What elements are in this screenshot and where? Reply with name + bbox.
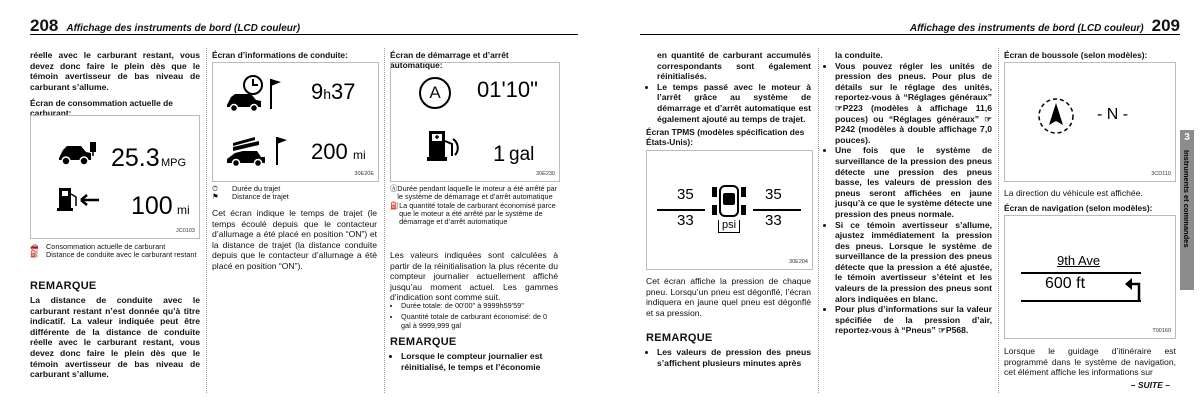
fuel-screen-title: Écran de consommation actuelle de carburant:	[30, 98, 173, 119]
intro-paragraph: réelle avec le carburant restant, vous devez donc faire le plein dès que le témoin avertisseur de bas niveau de carburant s’allume.	[30, 50, 200, 92]
tire-pressure-rear-left: 33	[677, 212, 694, 229]
tpms-note: • Pour plus d’informations sur la valeur spécifiée de la pression d’air, reportez-vous à “Pneus” ☞P568.	[835, 304, 992, 336]
tpms-note: • Si ce témoin avertisseur s’allume, ajustez immédiatement la pression des pneus. Lorsque le système de surveillance de la pression des pneus détecte que la pression a été ajustée, le témoin avertisseur s’éteint et les valeurs de la pression des pneus sont alors indiquées en blanc.	[835, 220, 992, 305]
legend-item: Durée du trajet	[232, 184, 281, 193]
image-code: 30E230	[536, 171, 555, 177]
fuel-saved-value: 1	[493, 141, 506, 166]
image-code: JC0103	[176, 228, 195, 234]
image-code: 30E20E	[354, 171, 374, 177]
driving-info-title: Écran d’informations de conduite:	[212, 50, 348, 60]
legend-item: Distance de trajet	[232, 192, 289, 202]
legend-item: Distance de conduite avec le carburant restant	[46, 250, 197, 260]
legend-item: Durée pendant laquelle le moteur a été arrêté par le système de démarrage et d’arrêt automatique	[397, 184, 558, 202]
auto-stop-icon	[419, 77, 451, 109]
tire-pressure-unit: psi	[718, 220, 740, 233]
image-code: 30E204	[789, 259, 808, 265]
street-name: 9th Ave	[1057, 253, 1101, 268]
economy-unit: MPG	[161, 157, 187, 169]
tpms-title: Écran TPMS (modèles spécification des États-Unis):	[646, 127, 805, 147]
compass-direction: - N -	[1097, 106, 1129, 123]
auto-stop-badge: A	[429, 83, 441, 102]
header-title: Affichage des instruments de bord (LCD couleur)	[66, 23, 301, 34]
auto-stop-icon: Ⓐ	[390, 184, 398, 193]
range-unit: mi	[177, 203, 190, 217]
continued-text: la conduite.	[835, 50, 883, 60]
trip-time-hours: 9	[311, 79, 324, 104]
driving-info-legend	[212, 185, 377, 202]
tire-pressure-front-left: 35	[677, 186, 694, 203]
fuel-pump-icon: ⛽	[30, 251, 39, 259]
tpms-body: Cet écran affiche la pression de chaque pneu. Lorsqu’un pneu est dégonflé, l’écran indiquera en jaune quel pneu est dégonflé et sa pression.	[646, 276, 811, 318]
compass-icon	[1035, 95, 1077, 137]
range-list	[390, 302, 558, 330]
remark-text: La distance de conduite avec le carburant restant n’est donnée qu’à titre indicatif. La valeur indiquée peut être différente de la distance de conduite réelle avec le carburant restant, vous devez donc faire le plein dès que le témoin avertisseur de bas niveau de carburant s’allume.	[30, 295, 200, 380]
trip-distance-value: 200	[311, 139, 348, 164]
trip-time-unit: h	[323, 86, 332, 102]
remark-bullet: • Les valeurs de pression des pneus s’affichent plusieurs minutes après	[657, 347, 811, 368]
fuel-saved-unit: gal	[509, 144, 535, 165]
auto-stop-screen	[390, 62, 560, 182]
image-code: 3CD110	[1151, 171, 1171, 177]
car-tire-icon	[711, 185, 747, 219]
right-column-1	[646, 50, 811, 124]
column-divider	[206, 48, 207, 393]
page-number: 208	[30, 16, 59, 35]
auto-stop-body: Les valeurs indiquées sont calculées à partir de la réinitialisation la plus récente du compteur journalier actuellement affiché jusqu’au moment actuel. Les gammes d’indication sont comme suit.	[390, 250, 558, 303]
trip-distance-icon	[225, 133, 295, 167]
driving-info-screen	[212, 62, 379, 182]
page-number: 209	[1151, 16, 1180, 35]
image-code: T00160	[1152, 328, 1171, 334]
legend-item: La quantité totale de carburant économisé parce que le moteur a été arrêté par le système de démarrage et d’arrêt automatique	[399, 200, 556, 227]
range-value: 100	[131, 192, 173, 220]
left-column-1	[30, 50, 200, 118]
tpms-note: • Vous pouvez régler les unités de pression des pneus. Pour plus de détails sur le réglage des unités, reportez-vous à “Réglages généraux” ☞P223 (modèles à affichage 11,6 pouces) ou “Réglages généraux” ☞P242 (modèles à double affichage 7,0 pouces).	[835, 61, 992, 146]
tire-pressure-front-right: 35	[765, 186, 782, 203]
trip-distance-unit: mi	[353, 148, 366, 162]
left-page-header	[30, 14, 578, 35]
tire-pressure-rear-right: 33	[765, 212, 782, 229]
legend-item: Consommation actuelle de carburant	[46, 242, 166, 251]
auto-stop-title: Écran de démarrage et d’arrêt automatique:	[390, 50, 509, 70]
chapter-number: 3	[1184, 132, 1190, 143]
remark-bullet: • Lorsque le compteur journalier est réinitialisé, le temps et l’économie	[401, 351, 558, 372]
turn-left-arrow-icon	[1123, 274, 1147, 302]
auto-stop-duration: 01'10"	[477, 77, 538, 102]
range-item: • Durée totale: de 00'00" à 9999h59'59"	[401, 302, 558, 310]
header-title: Affichage des instruments de bord (LCD couleur)	[909, 23, 1144, 34]
tpms-note: • Une fois que le système de surveillance de la pression des pneus détecte une pression des pneus basse, les valeurs de pression des pneus seront affichées en jaune jusqu’à ce que le système détecte une pression des pneus normale.	[835, 145, 992, 219]
right-column-2	[824, 50, 992, 336]
remark-heading: REMARQUE	[30, 280, 97, 292]
auto-stop-remark	[390, 336, 558, 372]
flag-icon: ⚑	[212, 192, 219, 202]
trip-time	[311, 81, 356, 103]
car-fuel-icon: 🚗	[30, 243, 39, 250]
clock-car-icon	[225, 73, 285, 113]
navigation-title: Écran de navigation (selon modèles):	[1004, 203, 1153, 213]
continued-text: en quantité de carburant accumulés correspondants sont également réinitialisés.	[657, 50, 811, 82]
suite-label: – SUITE –	[1130, 380, 1170, 390]
fuel-economy-screen	[30, 115, 200, 239]
navigation-screen	[1004, 215, 1176, 339]
remark-heading: REMARQUE	[646, 332, 713, 344]
economy-value: 25.3	[111, 144, 160, 172]
chapter-tab	[1180, 130, 1194, 290]
fuel-pump-icon	[57, 186, 103, 212]
fuel-legend	[30, 243, 200, 260]
column-divider	[818, 48, 819, 393]
fuel-saved-icon	[427, 129, 463, 163]
navigation-body: Lorsque le guidage d’itinéraire est programmé dans le système de navigation, cet élément affiche les informations sur	[1004, 346, 1176, 378]
stop-time-bullet: • Le temps passé avec le moteur à l’arrêt grâce au système de démarrage et d’arrêt automatique est également ajouté au temps de trajet.	[657, 82, 811, 124]
right-page-header	[640, 14, 1180, 35]
left-remark	[30, 280, 200, 380]
car-fuel-icon	[57, 138, 99, 166]
compass-screen	[1004, 62, 1176, 182]
trip-time-minutes: 37	[331, 79, 356, 104]
compass-caption: La direction du véhicule est affichée.	[1004, 188, 1143, 198]
tpms-remark	[646, 332, 811, 368]
fuel-pump-icon: ⛽	[390, 200, 400, 210]
divider-line	[753, 209, 801, 211]
column-divider	[998, 48, 999, 393]
compass-direction-letter: N	[1106, 106, 1119, 123]
auto-stop-legend	[390, 185, 558, 226]
divider-line	[657, 209, 705, 211]
compass-title: Écran de boussole (selon modèles):	[1004, 50, 1148, 60]
chapter-title: Instruments et commandes	[1182, 150, 1191, 248]
column-divider	[384, 48, 385, 393]
clock-icon: ⏱	[212, 184, 218, 193]
turn-distance: 600 ft	[1045, 275, 1086, 292]
tpms-screen	[646, 150, 813, 270]
remark-heading: REMARQUE	[390, 336, 457, 348]
driving-info-body: Cet écran indique le temps de trajet (le temps écoulé depuis que le contacteur d’allumage a été placé en position “ON”) et la distance de trajet (la distance conduite depuis que le contacteur d’allumage a été placé en position “ON”).	[212, 208, 377, 271]
range-item: • Quantité totale de carburant économisé: de 0 gal à 9999,999 gal	[401, 313, 558, 330]
